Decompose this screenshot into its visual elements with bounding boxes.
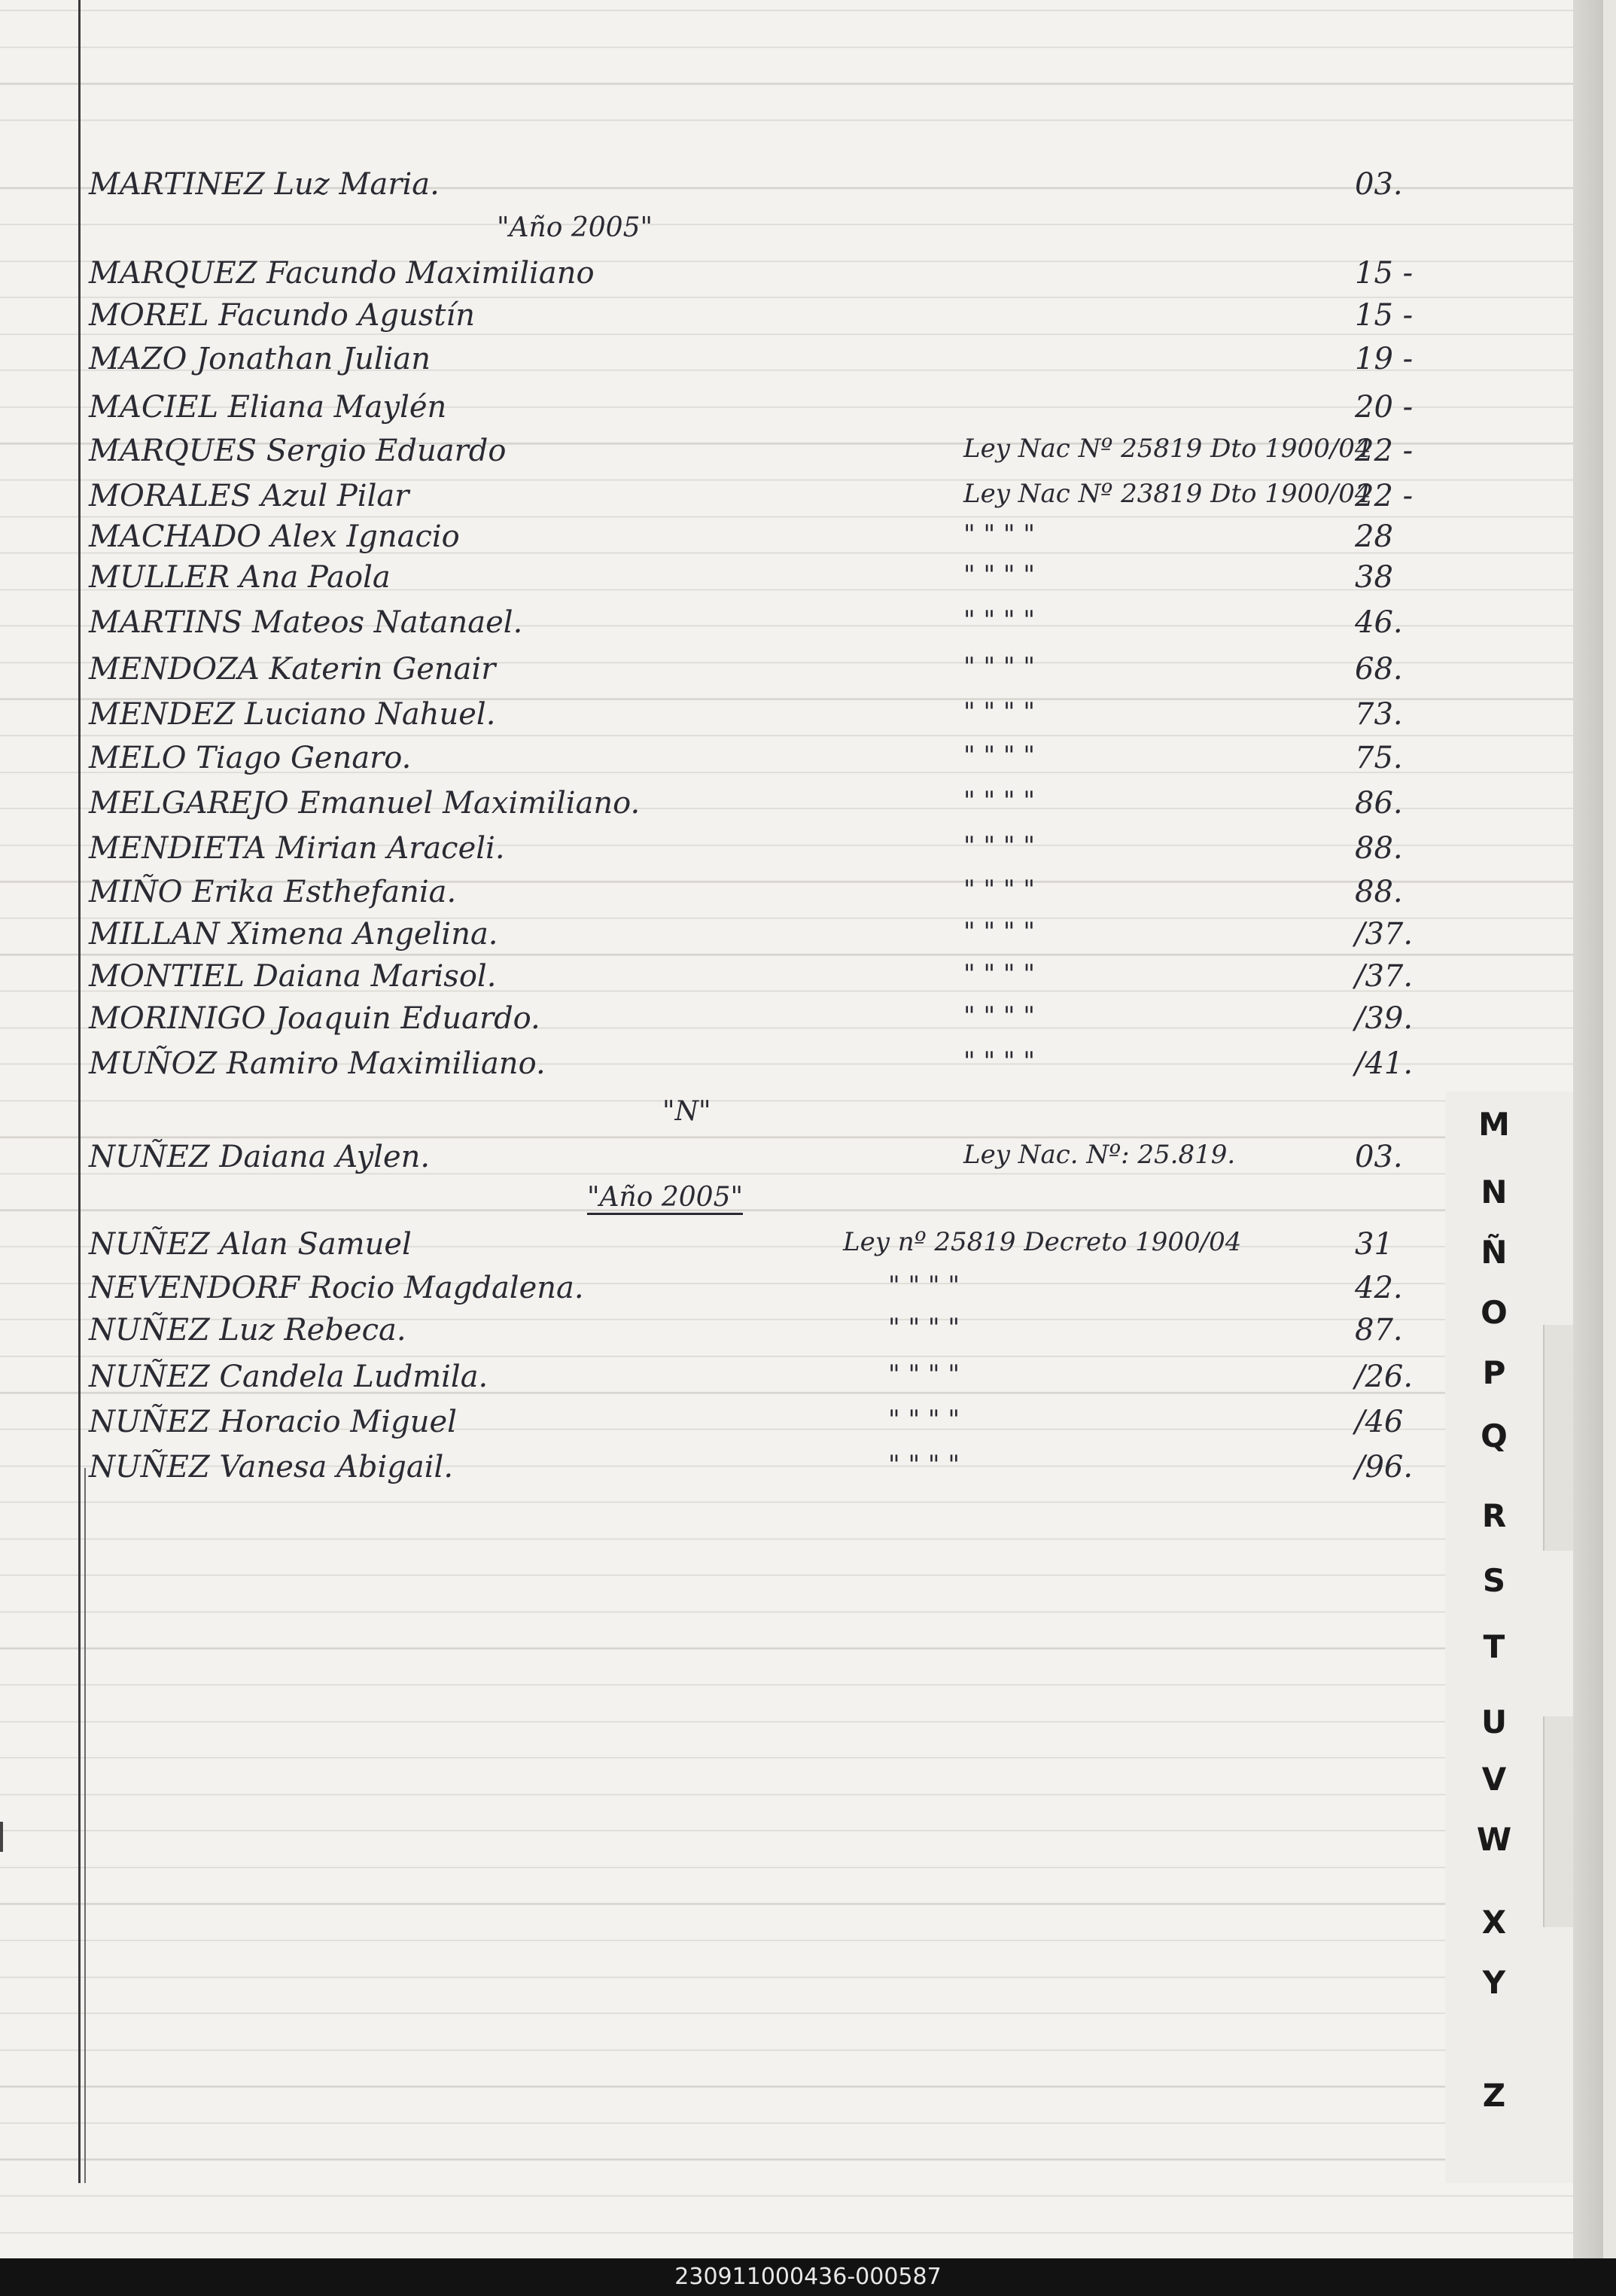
entry-law: " " " " xyxy=(888,1360,960,1390)
tab-x[interactable]: X xyxy=(1481,1904,1507,1941)
entry-row xyxy=(0,1450,1430,1488)
entry-number: 75. xyxy=(1355,741,1403,775)
entry-row xyxy=(0,652,1430,690)
entry-name: MORALES Azul Pilar xyxy=(89,479,409,513)
tab-o[interactable]: O xyxy=(1481,1294,1508,1331)
entry-row xyxy=(0,1360,1430,1397)
entry-law: " " " " xyxy=(963,605,1035,635)
tab-r[interactable]: R xyxy=(1481,1497,1507,1534)
entry-name: MELGAREJO Emanuel Maximiliano. xyxy=(89,786,641,821)
entry-law: " " " " xyxy=(888,1313,960,1343)
entry-row xyxy=(0,1001,1430,1039)
entry-row xyxy=(0,256,1430,294)
entry-number: 73. xyxy=(1355,697,1403,732)
entry-row xyxy=(0,1046,1430,1084)
entry-name: MONTIEL Daiana Marisol. xyxy=(89,959,497,994)
entry-number: 22 - xyxy=(1355,479,1414,513)
entry-name: NUÑEZ Luz Rebeca. xyxy=(89,1313,406,1347)
tab-w[interactable]: W xyxy=(1476,1821,1512,1858)
secondary-margin-line xyxy=(84,1468,86,2183)
entry-name: NUÑEZ Daiana Aylen. xyxy=(89,1140,431,1174)
entry-law: " " " " xyxy=(963,519,1035,550)
entry-law: " " " " xyxy=(963,652,1035,682)
entry-number: 31 xyxy=(1355,1227,1393,1262)
entry-row xyxy=(0,298,1430,336)
entry-row xyxy=(0,741,1430,778)
entry-row xyxy=(0,560,1430,598)
entry-number: /46 xyxy=(1355,1405,1404,1439)
entry-number: 38 xyxy=(1355,560,1393,595)
tab-p[interactable]: P xyxy=(1482,1354,1506,1391)
tab-t[interactable]: T xyxy=(1483,1628,1505,1665)
entry-number: 20 - xyxy=(1355,390,1414,425)
tab-y[interactable]: Y xyxy=(1482,1964,1506,2001)
year-heading: "Año 2005" xyxy=(497,212,653,243)
entry-number: /39. xyxy=(1355,1001,1414,1036)
entry-name: MORINIGO Joaquin Eduardo. xyxy=(89,1001,540,1036)
entry-name: MELO Tiago Genaro. xyxy=(89,741,412,775)
entry-number: /96. xyxy=(1355,1450,1414,1484)
entry-row xyxy=(0,1140,1430,1177)
entry-row xyxy=(0,390,1430,428)
entry-law: Ley Nac. Nº: 25.819. xyxy=(963,1140,1236,1170)
entry-law: " " " " xyxy=(888,1450,960,1480)
entry-law: " " " " xyxy=(963,560,1035,590)
entry-row xyxy=(0,1227,1430,1265)
tab-v[interactable]: V xyxy=(1481,1761,1507,1798)
tab-u[interactable]: U xyxy=(1481,1704,1508,1740)
edge-mark xyxy=(0,1822,3,1852)
entry-law: " " " " xyxy=(888,1405,960,1435)
entry-number: 19 - xyxy=(1355,342,1414,376)
tab-m[interactable]: M xyxy=(1478,1106,1510,1143)
entry-row xyxy=(0,917,1430,955)
entry-name: MARTINEZ Luz Maria. xyxy=(89,167,440,202)
entry-row xyxy=(0,786,1430,824)
entry-name: MIÑO Erika Esthefania. xyxy=(89,875,457,909)
image-id-footer: 230911000436-000587 xyxy=(0,2258,1616,2296)
entry-name: MARTINS Mateos Natanael. xyxy=(89,605,523,640)
entry-law: " " " " xyxy=(963,786,1035,816)
entry-name: NUÑEZ Candela Ludmila. xyxy=(89,1360,488,1394)
year-heading: "Año 2005" xyxy=(587,1182,743,1215)
entry-number: /41. xyxy=(1355,1046,1414,1081)
tab-s[interactable]: S xyxy=(1482,1562,1506,1599)
entry-name: MOREL Facundo Agustín xyxy=(89,298,475,333)
entry-row xyxy=(0,959,1430,997)
entry-row xyxy=(0,1313,1430,1350)
entry-name: MARQUES Sergio Eduardo xyxy=(89,434,507,468)
letter-heading: "N" xyxy=(662,1096,711,1127)
entry-row xyxy=(0,1271,1430,1308)
entry-name: MARQUEZ Facundo Maximiliano xyxy=(89,256,595,291)
entry-law: " " " " xyxy=(963,959,1035,989)
entry-number: 68. xyxy=(1355,652,1403,687)
entry-number: 87. xyxy=(1355,1313,1403,1347)
entry-law: Ley Nac Nº 25819 Dto 1900/04 xyxy=(963,434,1371,464)
entry-law: " " " " xyxy=(963,741,1035,771)
entry-number: 46. xyxy=(1355,605,1403,640)
entry-name: MILLAN Ximena Angelina. xyxy=(89,917,498,952)
entry-number: 03. xyxy=(1355,1140,1403,1174)
tab-q[interactable]: Q xyxy=(1481,1417,1508,1454)
entry-number: /26. xyxy=(1355,1360,1414,1394)
entry-law: " " " " xyxy=(963,697,1035,727)
entry-law: " " " " xyxy=(963,917,1035,947)
entry-number: /37. xyxy=(1355,959,1414,994)
entry-name: NUÑEZ Vanesa Abigail. xyxy=(89,1450,454,1484)
tab-edge xyxy=(1543,1325,1576,1551)
entry-law: Ley Nac Nº 23819 Dto 1900/04 xyxy=(963,479,1371,509)
index-tabs xyxy=(1445,1092,1573,2183)
entry-number: 15 - xyxy=(1355,298,1414,333)
entry-row xyxy=(0,605,1430,643)
entry-name: NUÑEZ Horacio Miguel xyxy=(89,1405,457,1439)
entry-number: 22 - xyxy=(1355,434,1414,468)
entry-name: NEVENDORF Rocio Magdalena. xyxy=(89,1271,584,1305)
entry-name: MENDOZA Katerin Genair xyxy=(89,652,496,687)
entry-name: MAZO Jonathan Julian xyxy=(89,342,431,376)
page-edge xyxy=(1603,0,1616,2258)
entry-number: 86. xyxy=(1355,786,1403,821)
entry-name: MACHADO Alex Ignacio xyxy=(89,519,460,554)
entry-law: " " " " xyxy=(963,1046,1035,1076)
entry-name: MUÑOZ Ramiro Maximiliano. xyxy=(89,1046,546,1081)
entry-name: MACIEL Eliana Maylén xyxy=(89,390,447,425)
entry-row xyxy=(0,831,1430,869)
entry-law: " " " " xyxy=(888,1271,960,1301)
entry-row xyxy=(0,167,1430,205)
entry-number: 88. xyxy=(1355,875,1403,909)
entry-number: 28 xyxy=(1355,519,1393,554)
entry-law: " " " " xyxy=(963,831,1035,861)
entry-number: /37. xyxy=(1355,917,1414,952)
entry-law: " " " " xyxy=(963,875,1035,905)
entry-law: " " " " xyxy=(963,1001,1035,1031)
entry-row xyxy=(0,479,1430,516)
entry-name: MULLER Ana Paola xyxy=(89,560,391,595)
tab-n-tilde[interactable]: Ñ xyxy=(1481,1234,1508,1271)
entry-name: NUÑEZ Alan Samuel xyxy=(89,1227,412,1262)
entry-law: Ley nº 25819 Decreto 1900/04 xyxy=(843,1227,1242,1257)
tab-z[interactable]: Z xyxy=(1482,2077,1506,2114)
tab-n[interactable]: N xyxy=(1481,1174,1508,1210)
entry-name: MENDEZ Luciano Nahuel. xyxy=(89,697,496,732)
entry-number: 03. xyxy=(1355,167,1403,202)
entry-name: MENDIETA Mirian Araceli. xyxy=(89,831,505,866)
entry-number: 88. xyxy=(1355,831,1403,866)
entry-row xyxy=(0,519,1430,557)
tab-edge xyxy=(1543,1716,1576,1927)
entry-row xyxy=(0,697,1430,735)
entry-row xyxy=(0,434,1430,471)
entry-number: 15 - xyxy=(1355,256,1414,291)
entry-row xyxy=(0,1405,1430,1442)
entry-row xyxy=(0,875,1430,912)
page-edge xyxy=(1573,0,1603,2258)
entry-row xyxy=(0,342,1430,379)
entry-number: 42. xyxy=(1355,1271,1403,1305)
